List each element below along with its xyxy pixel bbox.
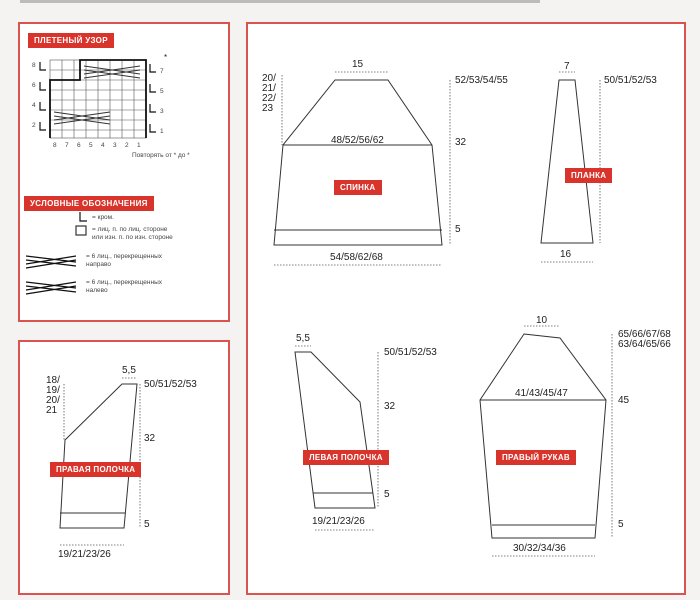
back-top-width: 15: [352, 59, 364, 70]
pattern-col-label: 2: [125, 142, 129, 149]
pattern-row-label: 4: [32, 102, 36, 109]
pattern-row-label: 1: [160, 128, 164, 135]
legend-item-cross-right: = 6 лиц., перекрещенных направо: [86, 253, 163, 269]
pattern-repeat-note: Повторять от * до *: [132, 152, 190, 159]
pattern-row-label: 3: [160, 108, 164, 115]
right-front-shape: [60, 384, 137, 528]
pattern-col-label: 1: [137, 142, 141, 149]
back-bottom-width: 54/58/62/68: [330, 252, 383, 263]
sleeve-right-top: 65/66/67/68 63/64/65/66: [618, 329, 671, 350]
sleeve-top-width: 10: [536, 315, 548, 326]
right-front-left-height: 18/ 19/ 20/ 21: [46, 375, 60, 416]
back-shape: [274, 80, 442, 245]
pattern-col-label: 4: [101, 142, 105, 149]
placket-top-width: 7: [564, 61, 570, 72]
right-front-name: ПРАВАЯ ПОЛОЧКА: [50, 462, 141, 477]
legend-title: УСЛОВНЫЕ ОБОЗНАЧЕНИЯ: [24, 196, 154, 211]
sleeve-name: ПРАВЫЙ РУКАВ: [496, 450, 576, 465]
left-front-right-top: 50/51/52/53: [384, 347, 437, 358]
pattern-star-top: *: [164, 53, 168, 62]
left-front-top-width: 5,5: [296, 333, 310, 344]
sleeve-shape: [480, 334, 606, 538]
legend-item-edge: = кром.: [92, 214, 114, 221]
right-front-top-width: 5,5: [122, 365, 136, 376]
pattern-col-label: 6: [77, 142, 81, 149]
left-front-bottom-width: 19/21/23/26: [312, 516, 365, 527]
pattern-col-label: 5: [89, 142, 93, 149]
right-front-right-bottom: 5: [144, 519, 150, 530]
left-front-name: ЛЕВАЯ ПОЛОЧКА: [303, 450, 389, 465]
left-front-shape: [295, 352, 375, 508]
right-front-bottom-width: 19/21/23/26: [58, 549, 111, 560]
back-left-height: 20/ 21/ 22/ 23: [262, 73, 276, 114]
back-name: СПИНКА: [334, 180, 382, 195]
pattern-row-label: 2: [32, 122, 36, 129]
right-front-right-top: 50/51/52/53: [144, 379, 197, 390]
legend-item-cross-left: = 6 лиц., перекрещенных налево: [86, 279, 163, 295]
placket-name: ПЛАНКА: [565, 168, 612, 183]
pattern-col-label: 7: [65, 142, 69, 149]
sleeve-mid-width: 41/43/45/47: [515, 388, 568, 399]
placket-shape: [541, 80, 593, 243]
sleeve-right-mid: 45: [618, 395, 630, 406]
pattern-col-label: 3: [113, 142, 117, 149]
pattern-row-label: 5: [160, 88, 164, 95]
sleeve-bottom-width: 30/32/34/36: [513, 543, 566, 554]
pattern-row-label: 8: [32, 62, 36, 69]
back-right-bottom: 5: [455, 224, 461, 235]
pattern-row-label: 7: [160, 68, 164, 75]
left-front-right-bottom: 5: [384, 489, 390, 500]
left-front-right-mid: 32: [384, 401, 396, 412]
sleeve-right-bottom: 5: [618, 519, 624, 530]
back-right-top: 52/53/54/55: [455, 75, 508, 86]
right-front-right-mid: 32: [144, 433, 156, 444]
legend-item-knit: = лиц. п. по лиц. стороне или изн. п. по изн. стороне: [92, 226, 173, 242]
pattern-title: ПЛЕТЕНЫЙ УЗОР: [28, 33, 114, 48]
pattern-row-label: 6: [32, 82, 36, 89]
back-mid-width: 48/52/56/62: [331, 135, 384, 146]
placket-bottom-width: 16: [560, 249, 572, 260]
placket-right-height: 50/51/52/53: [604, 75, 657, 86]
pattern-col-label: 8: [53, 142, 57, 149]
back-right-mid: 32: [455, 137, 467, 148]
